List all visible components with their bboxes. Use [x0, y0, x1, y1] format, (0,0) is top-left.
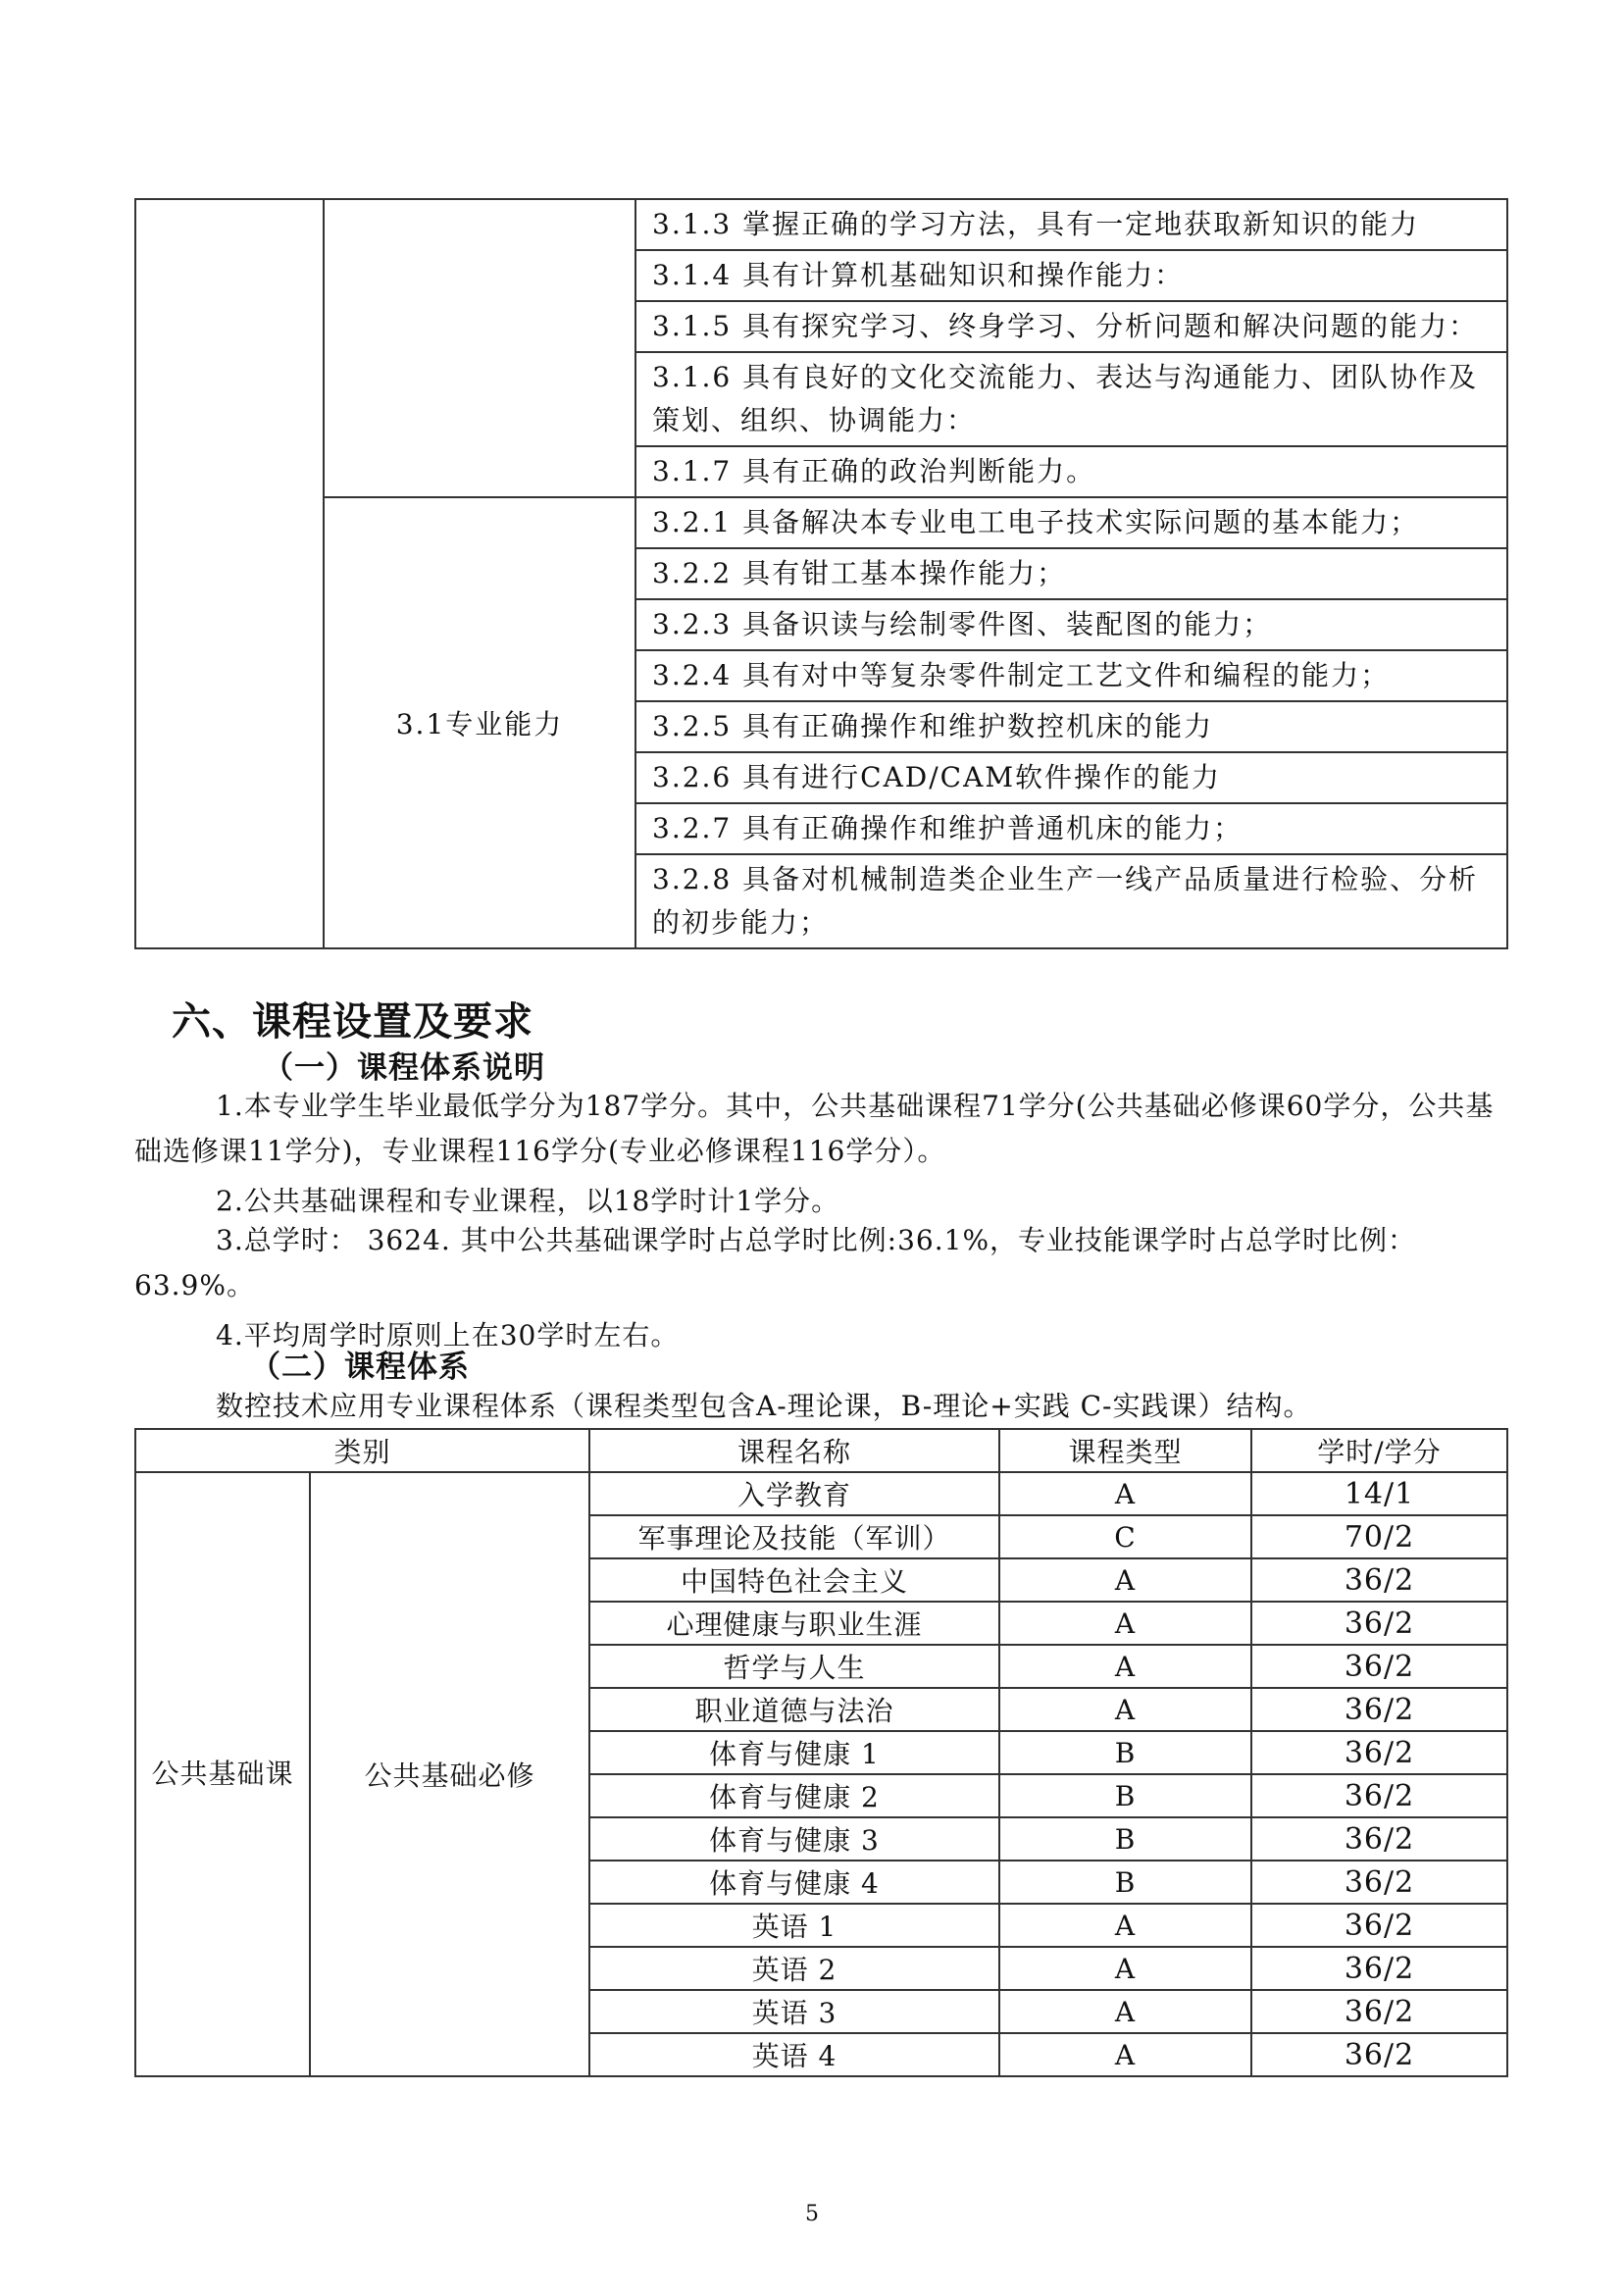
course-hours: 36/2	[1251, 1731, 1507, 1774]
header-course-name: 课程名称	[589, 1429, 999, 1472]
ability-row: 3.2.5 具有正确操作和维护数控机床的能力	[635, 701, 1507, 752]
ability-row: 3.2.8 具备对机械制造类企业生产一线产品质量进行检验、分析的初步能力；	[635, 854, 1507, 948]
course-type: B	[999, 1731, 1251, 1774]
ability-row: 3.2.4 具有对中等复杂零件制定工艺文件和编程的能力；	[635, 650, 1507, 701]
course-name: 中国特色社会主义	[589, 1558, 999, 1602]
table-row	[135, 1472, 1507, 1515]
ability-row: 3.1.5 具有探究学习、终身学习、分析问题和解决问题的能力：	[635, 301, 1507, 352]
course-name: 军事理论及技能（军训）	[589, 1515, 999, 1558]
course-name: 入学教育	[589, 1472, 999, 1515]
course-name: 英语 3	[589, 1990, 999, 2033]
course-type: A	[999, 1602, 1251, 1645]
header-category: 类别	[135, 1429, 589, 1472]
course-hours: 70/2	[1251, 1515, 1507, 1558]
page-number: 5	[805, 2202, 819, 2226]
course-hours: 36/2	[1251, 1817, 1507, 1861]
course-intro: 数控技术应用专业课程体系（课程类型包含A-理论课，B-理论+实践 C-实践课）结构。	[216, 1390, 1312, 1422]
course-name: 心理健康与职业生涯	[589, 1602, 999, 1645]
ability-row: 3.1.4 具有计算机基础知识和操作能力：	[635, 250, 1507, 301]
course-type: B	[999, 1861, 1251, 1904]
course-type: B	[999, 1774, 1251, 1817]
paragraph-2: 2.公共基础课程和专业课程，以18学时计1学分。	[216, 1185, 840, 1217]
header-hours-credits: 学时/学分	[1251, 1429, 1507, 1472]
ability-row: 3.1.6 具有良好的文化交流能力、表达与沟通能力、团队协作及策划、组织、协调能力：	[635, 352, 1507, 446]
ability-row: 3.1.7 具有正确的政治判断能力。	[635, 446, 1507, 497]
course-name: 哲学与人生	[589, 1645, 999, 1688]
course-type: A	[999, 1645, 1251, 1688]
ability-row: 3.2.3 具备识读与绘制零件图、装配图的能力；	[635, 599, 1507, 650]
course-type: A	[999, 2033, 1251, 2076]
course-name: 英语 4	[589, 2033, 999, 2076]
course-name: 体育与健康 4	[589, 1861, 999, 1904]
course-hours: 36/2	[1251, 1990, 1507, 2033]
ability-row: 3.1.3 掌握正确的学习方法，具有一定地获取新知识的能力	[635, 199, 1507, 250]
course-hours: 36/2	[1251, 1645, 1507, 1688]
course-type: A	[999, 1990, 1251, 2033]
course-hours: 14/1	[1251, 1472, 1507, 1515]
course-type: A	[999, 1688, 1251, 1731]
section-title: 六、课程设置及要求	[172, 999, 533, 1045]
empty-category-cell	[135, 199, 324, 948]
course-name: 体育与健康 3	[589, 1817, 999, 1861]
course-table	[134, 1428, 1508, 2077]
course-hours: 36/2	[1251, 1602, 1507, 1645]
ability-row: 3.2.1 具备解决本专业电工电子技术实际问题的基本能力；	[635, 497, 1507, 548]
course-hours: 36/2	[1251, 1774, 1507, 1817]
ability-table	[134, 198, 1508, 949]
subsection-title-2: （二）课程体系	[250, 1350, 470, 1385]
course-hours: 36/2	[1251, 1688, 1507, 1731]
course-type: A	[999, 1558, 1251, 1602]
course-name: 英语 2	[589, 1947, 999, 1990]
header-course-type: 课程类型	[999, 1429, 1251, 1472]
paragraph-3: 3.总学时： 3624. 其中公共基础课学时占总学时比例:36.1%，专业技能课学时占总学时比例：63.9%。	[134, 1224, 1417, 1301]
course-type: A	[999, 1947, 1251, 1990]
paragraph-4: 4.平均周学时原则上在30学时左右。	[216, 1319, 680, 1352]
header-row	[135, 1429, 1507, 1472]
category-cell: 公共基础课	[135, 1472, 310, 2076]
course-name: 职业道德与法治	[589, 1688, 999, 1731]
subsection-title-1: （一）课程体系说明	[263, 1050, 545, 1086]
course-hours: 36/2	[1251, 2033, 1507, 2076]
course-hours: 36/2	[1251, 1904, 1507, 1947]
ability-row: 3.2.6 具有进行CAD/CAM软件操作的能力	[635, 752, 1507, 803]
course-type: B	[999, 1817, 1251, 1861]
course-hours: 36/2	[1251, 1947, 1507, 1990]
course-hours: 36/2	[1251, 1558, 1507, 1602]
ability-row: 3.2.2 具有钳工基本操作能力；	[635, 548, 1507, 599]
course-type: C	[999, 1515, 1251, 1558]
course-type: A	[999, 1904, 1251, 1947]
course-type: A	[999, 1472, 1251, 1515]
course-hours: 36/2	[1251, 1861, 1507, 1904]
ability-row: 3.2.7 具有正确操作和维护普通机床的能力；	[635, 803, 1507, 854]
course-name: 体育与健康 1	[589, 1731, 999, 1774]
empty-group-cell	[324, 199, 635, 497]
group-label: 3.1专业能力	[324, 497, 635, 948]
course-name: 英语 1	[589, 1904, 999, 1947]
course-name: 体育与健康 2	[589, 1774, 999, 1817]
paragraph-1: 1.本专业学生毕业最低学分为187学分。其中，公共基础课程71学分(公共基础必修课60学分，公共基础选修课11学分)，专业课程116学分(专业必修课程116学分）。	[134, 1090, 1495, 1167]
subcategory-cell: 公共基础必修	[310, 1472, 589, 2076]
